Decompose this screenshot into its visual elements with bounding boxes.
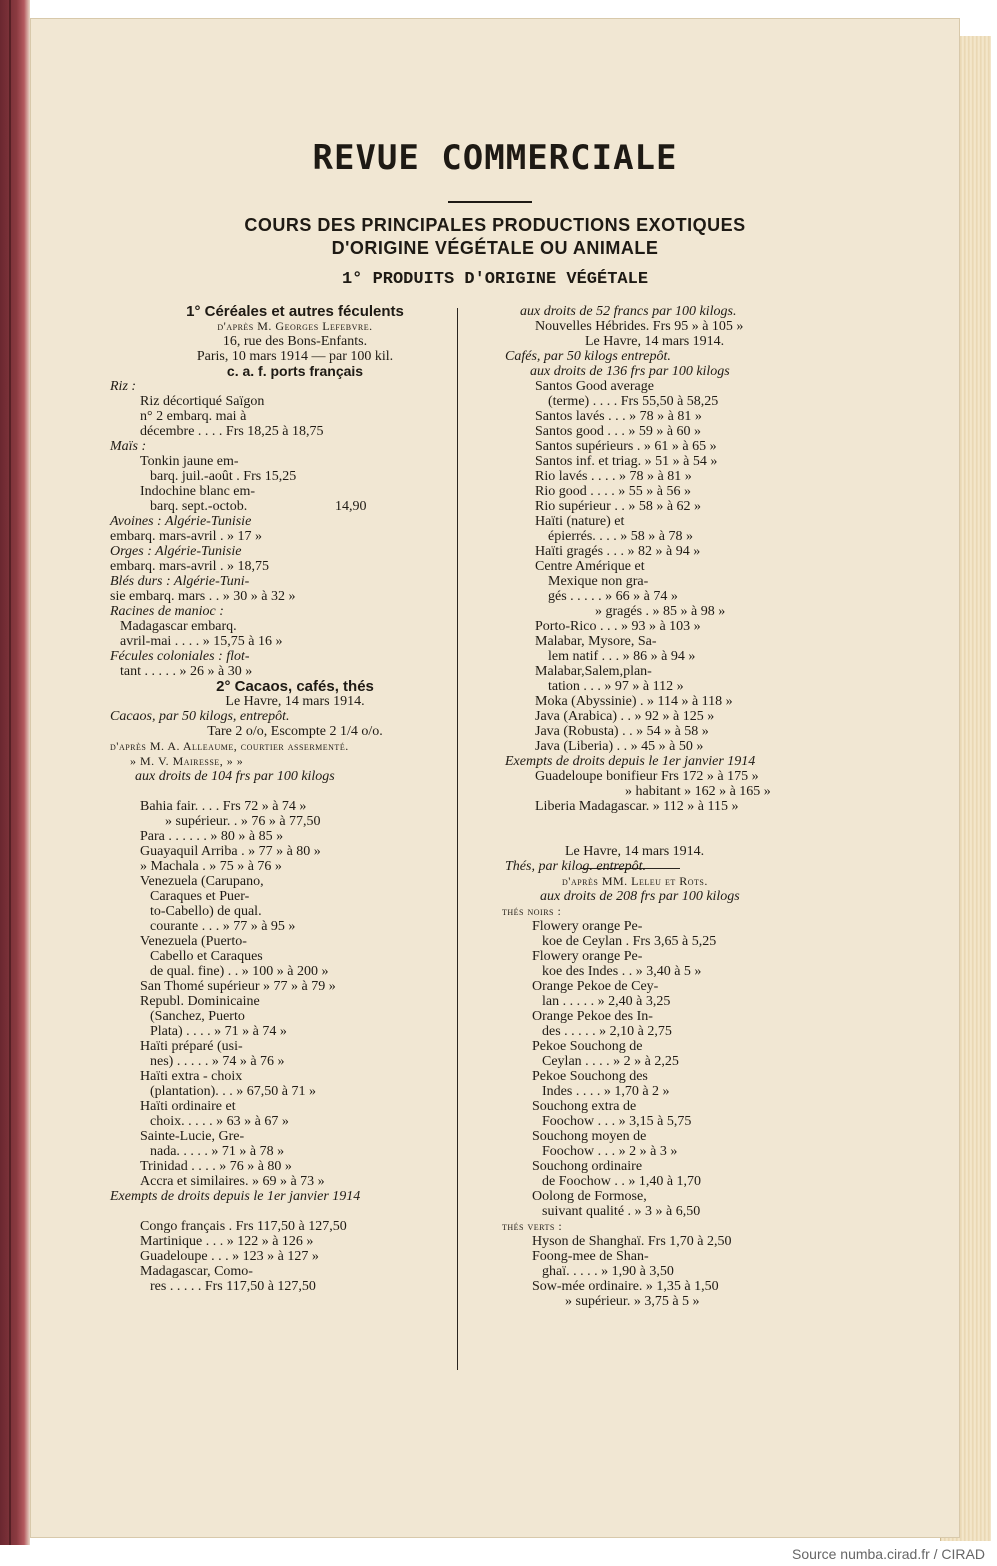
price-value: 14,90: [335, 499, 367, 514]
price-line-text: Souchong extra de: [532, 1099, 637, 1114]
price-line-text: nada. . . . . » 71 » à 78 »: [150, 1144, 285, 1159]
price-line-text: Le Havre, 14 mars 1914.: [585, 334, 725, 349]
left-column-line: [110, 874, 480, 889]
right-column-line: [470, 574, 850, 589]
right-column-line: [470, 829, 850, 844]
price-line-text: tant . . . . . » 26 » à 30 »: [120, 664, 253, 679]
left-column-line: [110, 1264, 480, 1279]
price-line-text: Le Havre, 14 mars 1914.: [225, 694, 365, 709]
left-column-line: [110, 559, 480, 574]
price-line-text: Santos inf. et triag. » 51 » à 54 »: [535, 454, 718, 469]
price-line-text: Thés, par kilog. entrepôt.: [505, 859, 647, 874]
right-column-line: [470, 364, 850, 379]
binding-edge: [0, 0, 30, 1545]
right-column-line: [470, 469, 850, 484]
price-line-text: barq. sept.-octob.: [150, 499, 248, 514]
section-heading: 1° PRODUITS D'ORIGINE VÉGÉTALE: [341, 270, 649, 289]
left-column-line: [110, 709, 480, 724]
price-line-text: Riz décortiqué Saïgon: [140, 394, 265, 409]
subtitle-line-1: COURS DES PRINCIPALES PRODUCTIONS EXOTIQUES: [244, 215, 746, 235]
left-column-line: [110, 424, 480, 439]
price-line-text: des . . . . . » 2,10 à 2,75: [542, 1024, 672, 1039]
price-line-text: Souchong moyen de: [532, 1129, 647, 1144]
price-line-text: Blés durs : Algérie-Tuni-: [110, 574, 250, 589]
right-column-line: [470, 799, 850, 814]
left-column-line: [110, 769, 480, 784]
price-line-text: » supérieur. » 3,75 à 5 »: [565, 1294, 700, 1309]
right-column-line: [470, 919, 850, 934]
left-column-line: [110, 1129, 480, 1144]
left-column: [110, 304, 480, 1294]
price-line-text: n° 2 embarq. mai à: [140, 409, 247, 424]
price-line-text: courante . . . » 77 » à 95 »: [150, 919, 296, 934]
price-line-text: (terme) . . . . Frs 55,50 à 58,25: [548, 394, 719, 409]
price-line-text: » habitant » 162 » à 165 »: [625, 784, 771, 799]
left-column-line: [110, 394, 480, 409]
right-column-line: [470, 619, 850, 634]
right-column-line: [470, 1099, 850, 1114]
left-column-line: [110, 1234, 480, 1249]
left-column-line: [110, 349, 480, 364]
left-column-line: [110, 589, 480, 604]
left-column-line: [110, 439, 480, 454]
price-line-text: 16, rue des Bons-Enfants.: [222, 334, 368, 349]
price-line-text: Flowery orange Pe-: [532, 919, 643, 934]
left-column-line: [110, 304, 480, 319]
left-column-line: [110, 619, 480, 634]
left-column-line: [110, 904, 480, 919]
left-column-line: [110, 859, 480, 874]
price-line-text: Java (Liberia) . . » 45 » à 50 »: [535, 739, 704, 754]
price-line-text: lem natif . . . » 86 » à 94 »: [548, 649, 696, 664]
right-column-line: [470, 529, 850, 544]
price-line-text: Racines de manioc :: [110, 604, 224, 619]
price-line-text: décembre . . . . Frs 18,25 à 18,75: [140, 424, 324, 439]
left-column-line: [110, 319, 480, 334]
right-column-line: [470, 1009, 850, 1024]
price-line-text: Orange Pekoe de Cey-: [532, 979, 659, 994]
right-column-line: [470, 739, 850, 754]
price-line-text: koe de Ceylan . Frs 3,65 à 5,25: [542, 934, 717, 949]
right-column-line: [470, 1129, 850, 1144]
price-line-text: » M. V. Mairesse, » »: [130, 754, 244, 768]
right-column-line: [470, 1249, 850, 1264]
price-line-text: Java (Arabica) . . » 92 » à 125 »: [535, 709, 715, 724]
right-column-line: [470, 424, 850, 439]
price-line-text: Santos Good average: [535, 379, 654, 394]
right-column-line: [470, 1084, 850, 1099]
price-line-text: Santos supérieurs . » 61 » à 65 »: [535, 439, 717, 454]
price-line-text: embarq. mars-avril . » 17 »: [110, 529, 263, 544]
right-column-line: [470, 304, 850, 319]
price-line-text: (plantation). . . » 67,50 à 71 »: [150, 1084, 317, 1099]
right-column-line: [470, 1069, 850, 1084]
right-column-line: [470, 319, 850, 334]
price-line-text: d'après MM. Leleu et Rots.: [562, 874, 708, 888]
right-column-line: [470, 634, 850, 649]
price-line-text: Oolong de Formose,: [532, 1189, 647, 1204]
price-line-text: Para . . . . . . » 80 » à 85 »: [140, 829, 284, 844]
right-column-line: [470, 934, 850, 949]
price-line-text: Orges : Algérie-Tunisie: [110, 544, 242, 559]
price-line-text: Haïti extra - choix: [140, 1069, 243, 1084]
price-line-text: Santos lavés . . . » 78 » à 81 »: [535, 409, 702, 424]
left-column-line: [110, 934, 480, 949]
price-line-text: Cafés, par 50 kilogs entrepôt.: [505, 349, 671, 364]
price-line-text: Guadeloupe . . . » 123 » à 127 »: [140, 1249, 319, 1264]
price-line-text: nes) . . . . . » 74 » à 76 »: [150, 1054, 285, 1069]
left-column-line: [110, 1204, 480, 1219]
price-line-text: suivant qualité . » 3 » à 6,50: [542, 1204, 701, 1219]
price-line-text: thés verts :: [502, 1219, 563, 1233]
subtitle-line-2: D'ORIGINE VÉGÉTALE OU ANIMALE: [331, 238, 659, 258]
left-column-line: [110, 1054, 480, 1069]
price-line-text: barq. juil.-août . Frs 15,25: [150, 469, 297, 484]
price-line-text: Liberia Madagascar. » 112 » à 115 »: [535, 799, 739, 814]
left-column-line: [110, 754, 480, 769]
price-line-text: Santos good . . . » 59 » à 60 »: [535, 424, 702, 439]
price-line-text: gés . . . . . » 66 » à 74 »: [548, 589, 678, 604]
price-line-text: Pekoe Souchong des: [532, 1069, 648, 1084]
left-column-line: [110, 1174, 480, 1189]
right-column-line: [470, 334, 850, 349]
price-line-text: Malabar,Salem,plan-: [535, 664, 652, 679]
price-line-text: Plata) . . . . » 71 » à 74 »: [150, 1024, 287, 1039]
price-line-text: Mexique non gra-: [548, 574, 649, 589]
price-line-text: Indochine blanc em-: [140, 484, 256, 499]
left-column-line: [110, 634, 480, 649]
left-column-line: [110, 649, 480, 664]
left-column-line: [110, 949, 480, 964]
left-column-line: [110, 409, 480, 424]
right-column-line: [470, 604, 850, 619]
right-column-line: [470, 544, 850, 559]
right-column-line: [470, 784, 850, 799]
price-line-text: Tare 2 o/o, Escompte 2 1/4 o/o.: [207, 724, 383, 739]
price-line-text: Accra et similaires. » 69 » à 73 »: [140, 1174, 325, 1189]
price-line-text: Centre Amérique et: [535, 559, 645, 574]
price-line-text: to-Cabello) de qual.: [150, 904, 262, 919]
right-column-line: [470, 349, 850, 364]
right-column-line: [470, 1024, 850, 1039]
price-line-text: Moka (Abyssinie) . » 114 » à 118 »: [535, 694, 733, 709]
price-line-text: Foochow . . . » 3,15 à 5,75: [542, 1114, 692, 1129]
right-column-line: [470, 814, 850, 829]
price-line-text: Avoines : Algérie-Tunisie: [110, 514, 252, 529]
left-column-line: [110, 1159, 480, 1174]
column-divider: [457, 308, 458, 1370]
right-column-line: [470, 904, 850, 919]
price-line-text: Cabello et Caraques: [150, 949, 263, 964]
price-line-text: (Sanchez, Puerto: [150, 1009, 245, 1024]
left-column-line: [110, 994, 480, 1009]
right-column-line: [470, 559, 850, 574]
price-line-text: Nouvelles Hébrides. Frs 95 » à 105 »: [535, 319, 744, 334]
price-line-text: Bahia fair. . . . Frs 72 » à 74 »: [140, 799, 307, 814]
price-line-text: Fécules coloniales : flot-: [110, 649, 250, 664]
right-column-line: [470, 754, 850, 769]
right-column-line: [470, 694, 850, 709]
right-column-line: [470, 499, 850, 514]
price-line-text: aux droits de 208 frs par 100 kilogs: [540, 889, 740, 904]
right-column-line: [470, 1219, 850, 1234]
price-line-text: Pekoe Souchong de: [532, 1039, 643, 1054]
right-column-line: [470, 1114, 850, 1129]
price-line-text: Martinique . . . » 122 » à 126 »: [140, 1234, 314, 1249]
price-line-text: lan . . . . . » 2,40 à 3,25: [542, 994, 671, 1009]
price-line-text: Paris, 10 mars 1914 — par 100 kil.: [196, 349, 394, 364]
left-column-line: [110, 1039, 480, 1054]
right-column-line: [470, 769, 850, 784]
right-column-line: [470, 394, 850, 409]
right-column-line: [470, 1279, 850, 1294]
price-line-text: ghaï. . . . . » 1,90 à 3,50: [542, 1264, 674, 1279]
left-column-line: [110, 739, 480, 754]
price-line-text: Haïti gragés . . . » 82 » à 94 »: [535, 544, 701, 559]
price-line-text: Haïti préparé (usi-: [140, 1039, 243, 1054]
left-column-line: [110, 574, 480, 589]
right-column-line: [470, 859, 850, 874]
right-column-line: [470, 844, 850, 859]
price-line-text: San Thomé supérieur » 77 » à 79 »: [140, 979, 336, 994]
left-column-line: [110, 724, 480, 739]
price-line-text: Malabar, Mysore, Sa-: [535, 634, 657, 649]
left-column-line: [110, 1279, 480, 1294]
price-line-text: Guayaquil Arriba . » 77 » à 80 »: [140, 844, 321, 859]
price-line-text: thés noirs :: [502, 904, 562, 918]
right-column-line: [470, 679, 850, 694]
right-column-line: [470, 1204, 850, 1219]
left-column-line: [110, 1189, 480, 1204]
price-line-text: Ceylan . . . . » 2 » à 2,25: [542, 1054, 679, 1069]
price-line-text: Haïti ordinaire et: [140, 1099, 236, 1114]
price-line-text: Rio supérieur . . » 58 » à 62 »: [535, 499, 702, 514]
price-line-text: aux droits de 136 frs par 100 kilogs: [530, 364, 730, 379]
right-column-line: [470, 1189, 850, 1204]
left-column-line: [110, 364, 480, 379]
price-line-text: d'après M. Georges Lefebvre.: [217, 319, 373, 333]
right-column-line: [470, 709, 850, 724]
left-column-line: [110, 829, 480, 844]
left-column-line: [110, 844, 480, 859]
left-column-line: [110, 484, 480, 499]
price-line-text: Maïs :: [110, 439, 147, 454]
left-column-line: [110, 784, 480, 799]
right-column-line: [470, 1159, 850, 1174]
price-line-text: Madagascar embarq.: [120, 619, 237, 634]
price-line-text: d'après M. A. Alleaume, courtier assermenté.: [110, 739, 349, 753]
left-column-line: [110, 499, 480, 514]
left-column-line: [110, 1144, 480, 1159]
left-column-line: [110, 664, 480, 679]
left-column-line: [110, 919, 480, 934]
left-column-line: [110, 694, 480, 709]
left-column-line: [110, 889, 480, 904]
left-column-line: [110, 334, 480, 349]
price-line-text: Republ. Dominicaine: [140, 994, 260, 1009]
left-column-line: [110, 1249, 480, 1264]
price-line-text: » Machala . » 75 » à 76 »: [140, 859, 282, 874]
right-column-line: [470, 994, 850, 1009]
price-line-text: Le Havre, 14 mars 1914.: [565, 844, 705, 859]
right-column-line: [470, 514, 850, 529]
price-line-text: 2° Cacaos, cafés, thés: [216, 678, 374, 695]
right-column-line: [470, 1144, 850, 1159]
left-column-line: [110, 469, 480, 484]
price-line-text: sie embarq. mars . . » 30 » à 32 »: [110, 589, 296, 604]
price-line-text: de Foochow . . » 1,40 à 1,70: [542, 1174, 702, 1189]
left-column-line: [110, 1099, 480, 1114]
right-column-line: [470, 1054, 850, 1069]
left-column-line: [110, 1219, 480, 1234]
price-line-text: Java (Robusta) . . » 54 » à 58 »: [535, 724, 709, 739]
price-line-text: Caraques et Puer-: [150, 889, 250, 904]
price-line-text: aux droits de 52 francs par 100 kilogs.: [520, 304, 737, 319]
price-line-text: Souchong ordinaire: [532, 1159, 643, 1174]
left-column-line: [110, 529, 480, 544]
price-line-text: Venezuela (Puerto-: [140, 934, 247, 949]
right-column-line: [470, 1294, 850, 1309]
price-line-text: » supérieur. . » 76 » à 77,50: [165, 814, 321, 829]
right-column-line: [470, 379, 850, 394]
price-line-text: Flowery orange Pe-: [532, 949, 643, 964]
left-column-line: [110, 379, 480, 394]
price-line-text: épierrés. . . . » 58 » à 78 »: [548, 529, 694, 544]
right-column-line: [470, 874, 850, 889]
price-line-text: » gragés . » 85 » à 98 »: [595, 604, 726, 619]
price-line-text: Porto-Rico . . . » 93 » à 103 »: [535, 619, 701, 634]
right-column-line: [470, 889, 850, 904]
left-column-line: [110, 604, 480, 619]
price-line-text: Rio lavés . . . . » 78 » à 81 »: [535, 469, 692, 484]
right-column-line: [470, 1234, 850, 1249]
left-column-line: [110, 454, 480, 469]
document-page: [30, 18, 960, 1538]
left-column-line: [110, 979, 480, 994]
price-line-text: choix. . . . . » 63 » à 67 »: [150, 1114, 289, 1129]
right-column-line: [470, 964, 850, 979]
right-column-line: [470, 664, 850, 679]
right-column-line: [470, 439, 850, 454]
page-title: REVUE COMMERCIALE: [312, 138, 678, 178]
price-line-text: Riz :: [110, 379, 137, 394]
price-line-text: Indes . . . . » 1,70 à 2 »: [542, 1084, 670, 1099]
price-line-text: Sainte-Lucie, Gre-: [140, 1129, 245, 1144]
price-line-text: Tonkin jaune em-: [140, 454, 239, 469]
right-column-line: [470, 1174, 850, 1189]
left-column-line: [110, 544, 480, 559]
left-column-line: [110, 964, 480, 979]
price-line-text: aux droits de 104 frs par 100 kilogs: [135, 769, 335, 784]
price-line-text: Haïti (nature) et: [535, 514, 625, 529]
left-column-line: [110, 799, 480, 814]
price-line-text: Foochow . . . » 2 » à 3 »: [542, 1144, 678, 1159]
left-column-line: [110, 1114, 480, 1129]
price-line-text: Rio good . . . . » 55 » à 56 »: [535, 484, 691, 499]
footer-band: [0, 1545, 997, 1566]
right-column-line: [470, 454, 850, 469]
price-line-text: Madagascar, Como-: [140, 1264, 253, 1279]
price-line-text: c. a. f. ports français: [226, 363, 364, 379]
price-line-text: res . . . . . Frs 117,50 à 127,50: [150, 1279, 316, 1294]
right-column-line: [470, 1264, 850, 1279]
left-column-line: [110, 814, 480, 829]
right-column-line: [470, 1039, 850, 1054]
source-credit: Source numba.cirad.fr / CIRAD: [792, 1546, 985, 1562]
left-column-line: [110, 1024, 480, 1039]
price-line-text: Venezuela (Carupano,: [140, 874, 264, 889]
right-column: [470, 304, 850, 1309]
right-column-line: [470, 589, 850, 604]
price-line-text: Hyson de Shanghaï. Frs 1,70 à 2,50: [532, 1234, 732, 1249]
price-line-text: Cacaos, par 50 kilogs, entrepôt.: [110, 709, 290, 724]
price-line-text: Exempts de droits depuis le 1er janvier 1914: [110, 1189, 361, 1204]
price-line-text: Exempts de droits depuis le 1er janvier 1914: [505, 754, 756, 769]
price-line-text: Congo français . Frs 117,50 à 127,50: [140, 1219, 347, 1234]
price-line-text: de qual. fine) . . » 100 » à 200 »: [150, 964, 329, 979]
left-column-line: [110, 514, 480, 529]
title-rule: [448, 201, 532, 203]
right-column-line: [470, 724, 850, 739]
right-column-line: [470, 409, 850, 424]
price-line-text: koe des Indes . . » 3,40 à 5 »: [542, 964, 702, 979]
right-column-line: [470, 949, 850, 964]
left-column-line: [110, 1069, 480, 1084]
price-line-text: Foong-mee de Shan-: [532, 1249, 649, 1264]
price-line-text: avril-mai . . . . » 15,75 à 16 »: [120, 634, 283, 649]
price-line-text: Orange Pekoe des In-: [532, 1009, 653, 1024]
left-column-line: [110, 1009, 480, 1024]
left-column-line: [110, 1084, 480, 1099]
right-column-line: [470, 979, 850, 994]
price-line-text: Sow-mée ordinaire. » 1,35 à 1,50: [532, 1279, 719, 1294]
price-line-text: Trinidad . . . . » 76 » à 80 »: [140, 1159, 292, 1174]
right-column-line: [470, 649, 850, 664]
price-line-text: embarq. mars-avril . » 18,75: [110, 559, 270, 574]
price-line-text: Guadeloupe bonifieur Frs 172 » à 175 »: [535, 769, 759, 784]
right-column-line: [470, 484, 850, 499]
left-column-line: [110, 679, 480, 694]
price-line-text: tation . . . » 97 » à 112 »: [548, 679, 684, 694]
price-line-text: 1° Céréales et autres féculents: [186, 303, 404, 320]
